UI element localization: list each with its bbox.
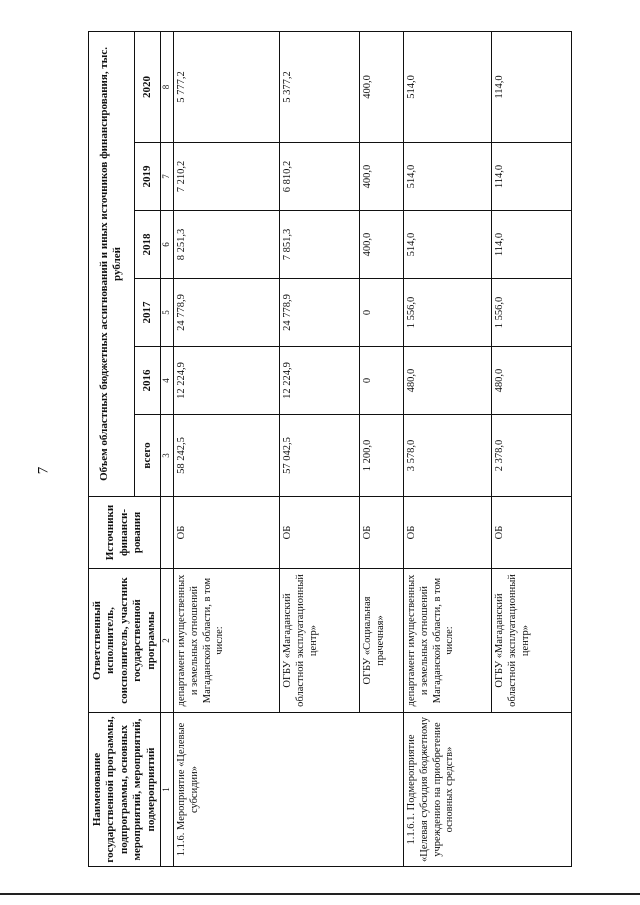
row-2020: 400,0	[360, 31, 404, 142]
financing-table	[88, 31, 572, 867]
header-year-2019: 2019	[134, 143, 160, 211]
row-name: 1.1.6. Мероприятие «Целевые субсидии»	[174, 713, 404, 867]
row-name: 1.1.6.1. Подмероприятие «Целевая субсидия бюджетному учреждению на приобретение основных средств»	[404, 713, 572, 867]
row-2018: 514,0	[404, 211, 492, 279]
row-source: ОБ	[280, 497, 360, 569]
column-number	[161, 497, 174, 569]
table-row	[174, 31, 280, 866]
row-2016: 0	[360, 347, 404, 415]
row-source: ОБ	[360, 497, 404, 569]
header-name: Наименование государственной программы, подпрограммы, основных мероприятий, мероприятий, подмероприятий	[89, 713, 161, 867]
row-executor: департамент имущественных и земельных отношений Магаданской области, в том числе:	[404, 569, 492, 713]
table-row	[404, 31, 492, 866]
column-number: 3	[161, 415, 174, 497]
row-2019: 514,0	[404, 143, 492, 211]
row-total: 57 042,5	[280, 415, 360, 497]
row-source: ОБ	[174, 497, 280, 569]
row-total: 58 242,5	[174, 415, 280, 497]
row-2019: 400,0	[360, 143, 404, 211]
column-number: 7	[161, 143, 174, 211]
row-2017: 1 556,0	[404, 279, 492, 347]
column-number: 5	[161, 279, 174, 347]
row-2019: 7 210,2	[174, 143, 280, 211]
column-number: 8	[161, 31, 174, 142]
header-total: всего	[134, 415, 160, 497]
header-source: Источники финанси-рования	[89, 497, 161, 569]
header-year-2017: 2017	[134, 279, 160, 347]
row-total: 1 200,0	[360, 415, 404, 497]
row-2017: 0	[360, 279, 404, 347]
header-executor: Ответственный исполнитель, соисполнитель, участник государственной программы	[89, 569, 161, 713]
header-year-2020: 2020	[134, 31, 160, 142]
row-source: ОБ	[492, 497, 572, 569]
column-number: 6	[161, 211, 174, 279]
row-2019: 6 810,2	[280, 143, 360, 211]
row-2017: 24 778,9	[280, 279, 360, 347]
row-2016: 12 224,9	[174, 347, 280, 415]
header-year-2016: 2016	[134, 347, 160, 415]
row-source: ОБ	[404, 497, 492, 569]
row-2016: 480,0	[492, 347, 572, 415]
row-2016: 480,0	[404, 347, 492, 415]
row-2017: 24 778,9	[174, 279, 280, 347]
header-year-2018: 2018	[134, 211, 160, 279]
page-number: 7	[35, 466, 52, 475]
row-executor: департамент имущественных и земельных отношений Магаданской области, в том числе:	[174, 569, 280, 713]
row-2020: 514,0	[404, 31, 492, 142]
row-total: 2 378,0	[492, 415, 572, 497]
row-2020: 5 377,2	[280, 31, 360, 142]
column-number: 1	[161, 713, 174, 867]
column-number: 2	[161, 569, 174, 713]
row-executor: ОГБУ «Магаданский областной эксплуатационный центр»	[492, 569, 572, 713]
row-2018: 7 851,3	[280, 211, 360, 279]
column-number: 4	[161, 347, 174, 415]
row-2018: 400,0	[360, 211, 404, 279]
row-2016: 12 224,9	[280, 347, 360, 415]
row-2018: 8 251,3	[174, 211, 280, 279]
row-executor: ОГБУ «Магаданский областной эксплуатационный центр»	[280, 569, 360, 713]
row-2020: 5 777,2	[174, 31, 280, 142]
row-executor: ОГБУ «Социальная прачечная»	[360, 569, 404, 713]
row-2018: 114,0	[492, 211, 572, 279]
row-2020: 114,0	[492, 31, 572, 142]
header-volume-group: Объем областных бюджетных ассигнований и иных источников финансирования, тыс. рублей	[89, 31, 135, 496]
rotated-document	[88, 32, 588, 867]
row-2019: 114,0	[492, 143, 572, 211]
row-2017: 1 556,0	[492, 279, 572, 347]
row-total: 3 578,0	[404, 415, 492, 497]
page-bottom-rule	[0, 893, 640, 895]
column-number-row	[161, 31, 174, 866]
